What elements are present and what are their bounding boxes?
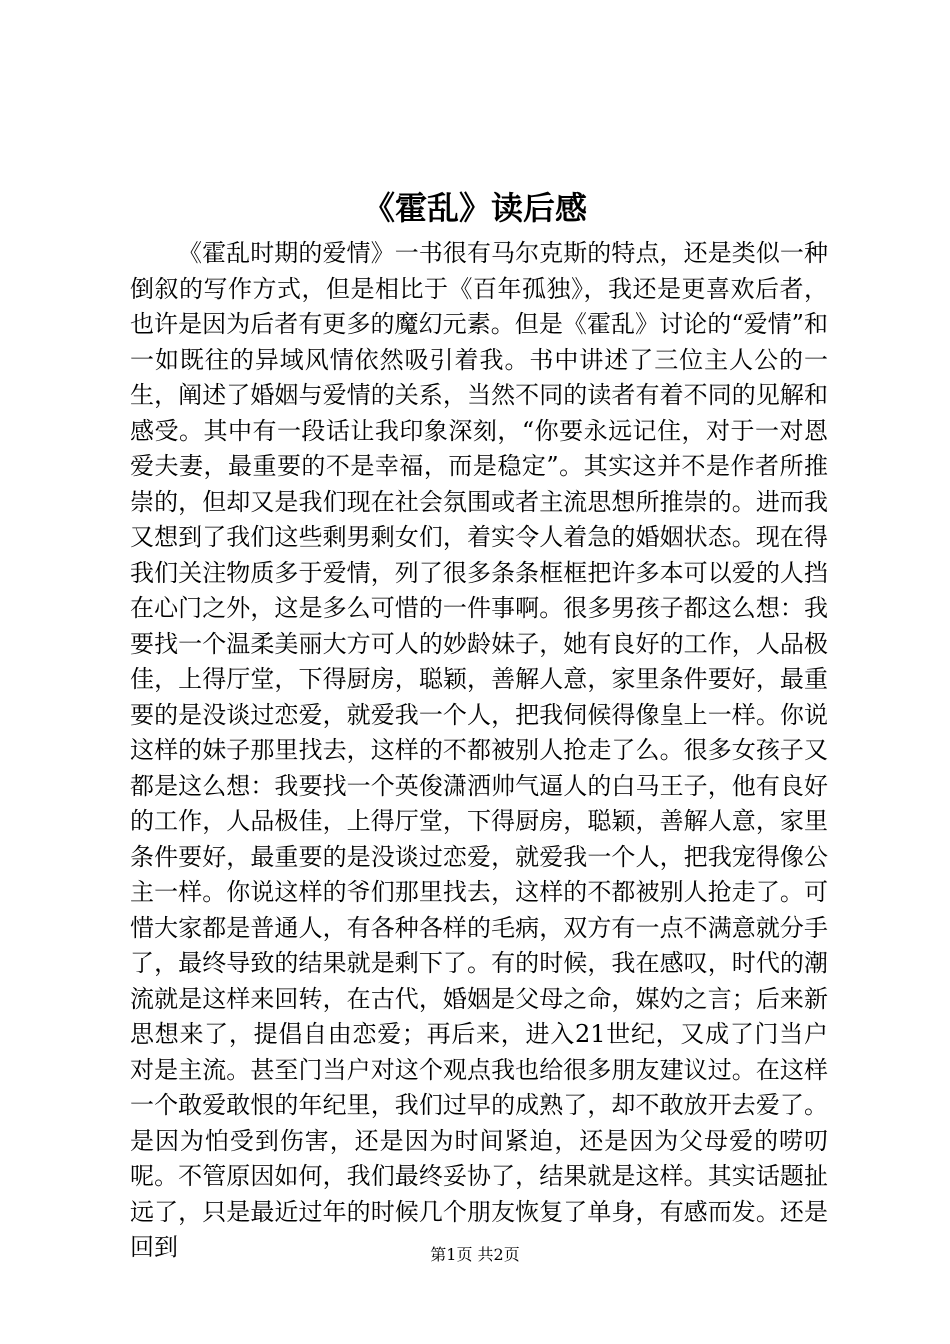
document-title: 《霍乱》读后感 [362, 189, 587, 227]
body-paragraph: 《霍乱时期的爱情》一书很有马尔克斯的特点，还是类似一种倒叙的写作方式，但是相比于《百年孤独》，我还是更喜欢后者，也许是因为后者有更多的魔幻元素。但是《霍乱》讨论的“爱情”和一如既往的异域风情依然吸引着我。书中讲述了三位主人公的一生，阐述了婚姻与爱情的关系，当然不同的读者有着不同的见解和感受。其中有一段话让我印象深刻，“你要永远记住，对于一对恩爱夫妻，最重要的不是幸福，而是稳定”。其实这并不是作者所推崇的，但却又是我们现在社会氛围或者主流思想所推崇的。进而我又想到了我们这些剩男剩女们，着实令人着急的婚姻状态。现在得我们关注物质多于爱情，列了很多条条框框把许多本可以爱的人挡在心门之外，这是多么可惜的一件事啊。很多男孩子都这么想：我要找一个温柔美丽大方可人的妙龄妹子，她有良好的工作，人品极佳，上得厅堂，下得厨房，聪颖，善解人意，家里条件要好，最重要的是没谈过恋爱，就爱我一个人，把我伺候得像皇上一样。你说这样的妹子那里找去，这样的不都被别人抢走了么。很多女孩子又都是这么想：我要找一个英俊潇洒帅气逼人的白马王子，他有良好的工作，人品极佳，上得厅堂，下得厨房，聪颖，善解人意，家里条件要好，最重要的是没谈过恋爱，就爱我一个人，把我宠得像公主一样。你说这样的爷们那里找去，这样的不都被别人抢走了。可惜大家都是普通人，有各种各样的毛病，双方有一点不满意就分手了，最终导致的结果就是剩下了。有的时候，我在感叹，时代的潮流就是这样来回转，在古代，婚姻是父母之命，媒妁之言；后来新思想来了，提倡自由恋爱；再后来，进入21世纪，又成了门当户对是主流。甚至门当户对这个观点我也给很多朋友建议过。在这样一个敢爱敢恨的年纪里，我们过早的成熟了，却不敢放开去爱了。是因为怕受到伤害，还是因为时间紧迫，还是因为父母爱的唠叨呢。不管原因如何，我们最终妥协了，结果就是这样。其实话题扯远了，只是最近过年的时候几个朋友恢复了单身，有感而发。还是回到 [130, 239, 828, 1261]
page-number-footer: 第1页 共2页 [430, 1245, 520, 1264]
